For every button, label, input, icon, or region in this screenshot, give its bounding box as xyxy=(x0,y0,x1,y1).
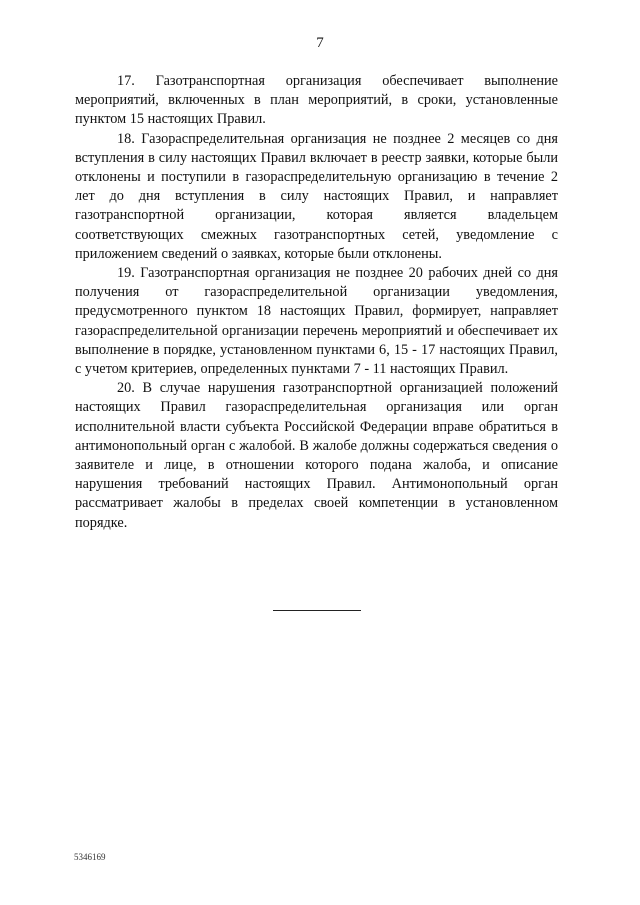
paragraph-17: 17. Газотранспортная организация обеспечивает выполнение мероприятий, включенных в план мероприятий, в сроки, установленные пунктом 15 настоящих Правил. xyxy=(75,73,558,128)
paragraph-20: 20. В случае нарушения газотранспортной организацией положений настоящих Правил газораспределительная организация или орган исполнительной власти субъекта Российской Федерации вправе обратиться в антимонопольный орган с жалобой. В жалобе должны содержаться сведения о заявителе и лице, в отношении которого подана жалоба, и описание нарушения требований настоящих Правил. Антимонопольный орган рассматривает жалобы в пределах своей компетенции в установленном порядке. xyxy=(75,380,558,531)
document-code: 5346169 xyxy=(74,852,106,862)
end-separator-line xyxy=(273,610,361,611)
paragraph-18: 18. Газораспределительная организация не позднее 2 месяцев со дня вступления в силу настоящих Правил включает в реестр заявки, которые были отклонены и поступили в газораспределительную организацию в течение 2 лет до дня вступления в силу настоящих Правил, и направляет газотранспортной организации, которая является владельцем соответствующих смежных газотранспортных сетей, уведомление с приложением сведений о заявках, которые были отклонены. xyxy=(75,130,558,262)
document-body xyxy=(75,72,558,533)
page-number: 7 xyxy=(316,35,324,51)
paragraph-19: 19. Газотранспортная организация не позднее 20 рабочих дней со дня получения от газораспределительной организации уведомления, предусмотренного пунктом 18 настоящих Правил, формирует, направляет газораспределительной организации перечень мероприятий и обеспечивает их выполнение в порядке, установленном пунктами 6, 15 - 17 настоящих Правил, с учетом критериев, определенных пунктами 7 - 11 настоящих Правил. xyxy=(75,265,558,378)
